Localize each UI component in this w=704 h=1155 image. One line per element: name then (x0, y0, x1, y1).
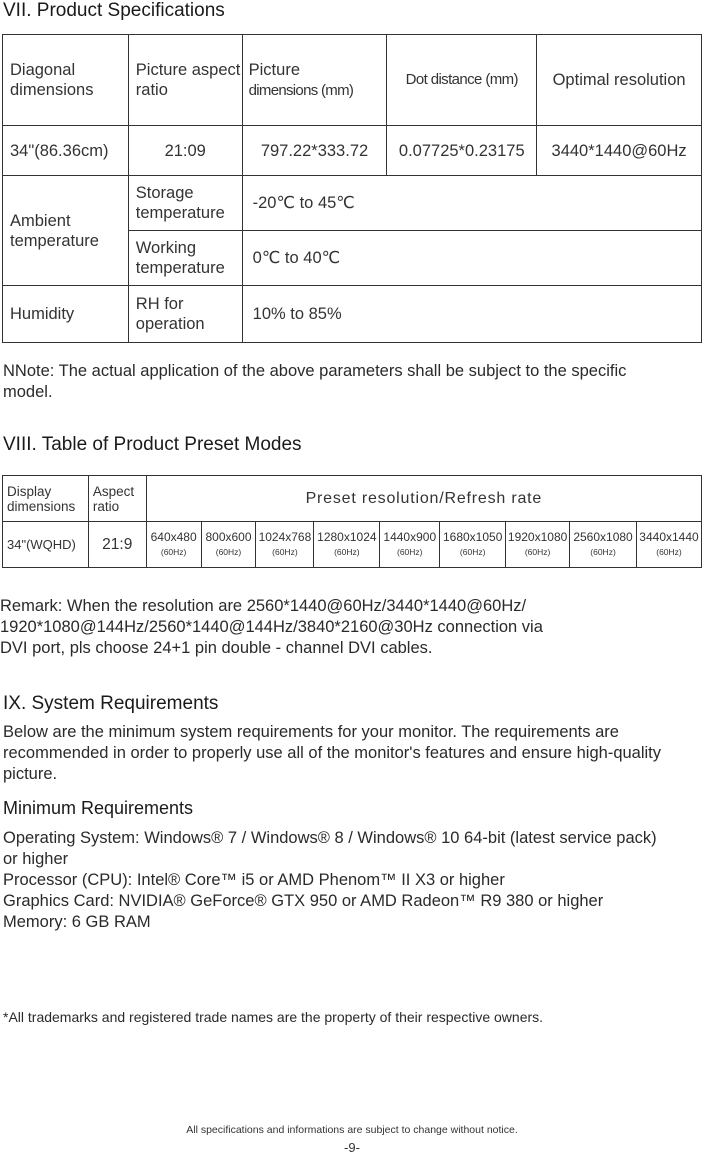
remark-line-3: DVI port, pls choose 24+1 pin double - channel DVI cables. (0, 639, 433, 657)
header-aspect-ratio: Aspect ratio (88, 476, 146, 522)
preset-refresh-rate: (60Hz) (590, 546, 616, 557)
preset-mode-cell (314, 522, 380, 568)
preset-refresh-rate: (60Hz) (524, 546, 551, 557)
preset-mode-cell (506, 522, 570, 568)
requirement-gpu: Graphics Card: NVIDIA® GeForce® GTX 950 or AMD Radeon™ R9 380 or higher (3, 892, 604, 910)
preset-mode-cell (380, 522, 440, 568)
preset-resolution: 3440x1440 (639, 529, 699, 544)
table-row (3, 176, 702, 231)
header-picture-dimensions (242, 35, 387, 126)
requirement-memory: Memory: 6 GB RAM (3, 913, 151, 931)
optimal-resolution-value: 3440*1440@60Hz (537, 126, 702, 176)
diagonal-value: 34"(86.36cm) (3, 126, 129, 176)
preset-mode-cell (440, 522, 506, 568)
display-dimensions-value: 34"(WQHD) (3, 522, 89, 568)
header-preset-resolution: Preset resolution/Refresh rate (146, 476, 701, 522)
preset-refresh-rate: (60Hz) (272, 546, 298, 557)
header-picture-label: Picture (248, 60, 300, 79)
preset-mode-cell (256, 522, 314, 568)
header-optimal-resolution: Optimal resolution (537, 35, 702, 126)
system-requirements-intro: Below are the minimum system requirements for your monitor. The requirements are recommended in order to properly use all of the monitor's features and ensure high-quality picture. (3, 723, 662, 783)
preset-resolution: 800x600 (205, 529, 252, 544)
picture-dimensions-value: 797.22*333.72 (242, 126, 387, 176)
header-dimensions-mm-label: dimensions (mm) (248, 81, 354, 99)
aspect-ratio-value: 21:9 (88, 522, 146, 568)
header-dot-distance: Dot distance (mm) (387, 35, 537, 126)
table-row (3, 286, 702, 343)
trademarks-note: *All trademarks and registered trade names are the property of their respective owners. (3, 1009, 544, 1025)
requirement-cpu: Processor (CPU): Intel® Core™ i5 or AMD Phenom™ II X3 or higher (3, 871, 505, 889)
preset-mode-cell (146, 522, 201, 568)
humidity-label: Humidity (3, 286, 129, 343)
working-temperature-value: 0℃ to 40℃ (242, 231, 701, 286)
preset-refresh-rate: (60Hz) (334, 546, 360, 557)
storage-temperature-label: Storage temperature (128, 176, 242, 231)
section-8-title: VIII. Table of Product Preset Modes (3, 434, 302, 455)
working-temperature-label: Working temperature (128, 231, 242, 286)
preset-resolution: 640x480 (150, 529, 197, 544)
preset-resolution: 1024x768 (258, 529, 312, 544)
preset-refresh-rate: (60Hz) (215, 546, 242, 557)
preset-refresh-rate: (60Hz) (459, 546, 486, 557)
preset-mode-cell (570, 522, 637, 568)
minimum-requirements-title: Minimum Requirements (3, 798, 194, 818)
section-7-title: VII. Product Specifications (3, 0, 225, 21)
header-diagonal-dimensions: Diagonal dimensions (3, 35, 129, 126)
preset-resolution: 2560x1080 (573, 529, 633, 544)
preset-resolution: 1920x1080 (507, 529, 568, 544)
table-row (3, 522, 702, 568)
dot-distance-value: 0.07725*0.23175 (387, 126, 537, 176)
remark-line-2: 1920*1080@144Hz/2560*1440@144Hz/3840*2160@30Hz connection via (0, 618, 543, 636)
preset-resolution: 1680x1050 (442, 529, 503, 544)
header-picture-aspect-ratio: Picture aspect ratio (128, 35, 242, 126)
preset-resolution: 1280x1024 (317, 529, 377, 544)
remark-line-1: Remark: When the resolution are 2560*1440@60Hz/3440*1440@60Hz/ (0, 597, 527, 615)
ambient-temperature-label: Ambient temperature (3, 176, 129, 286)
humidity-value: 10% to 85% (242, 286, 701, 343)
table-header-row (3, 35, 702, 126)
storage-temperature-value: -20℃ to 45℃ (242, 176, 701, 231)
requirements-list (0, 828, 690, 933)
preset-refresh-rate: (60Hz) (656, 546, 682, 557)
page-number: -9- (344, 1140, 360, 1155)
table-header-row (3, 476, 702, 522)
table-row (3, 126, 702, 176)
preset-resolution: 1440x900 (383, 529, 437, 544)
preset-modes-table (2, 475, 702, 568)
footer-disclaimer: All specifications and informations are subject to change without notice. (186, 1124, 518, 1136)
product-specifications-table (2, 34, 702, 343)
preset-refresh-rate: (60Hz) (160, 546, 187, 557)
aspect-ratio-value: 21:09 (128, 126, 242, 176)
header-display-dimensions: Display dimensions (3, 476, 89, 522)
remark-block (0, 596, 700, 659)
preset-refresh-rate: (60Hz) (397, 546, 423, 557)
rh-for-operation-label: RH for operation (128, 286, 242, 343)
section-9-title: IX. System Requirements (3, 693, 219, 714)
specifications-note: NNote: The actual application of the above parameters shall be subject to the specific model. (3, 362, 627, 401)
requirement-os: Operating System: Windows® 7 / Windows® 8 / Windows® 10 64-bit (latest service pack) or higher (3, 829, 657, 868)
preset-mode-cell (201, 522, 256, 568)
preset-mode-cell (636, 522, 701, 568)
